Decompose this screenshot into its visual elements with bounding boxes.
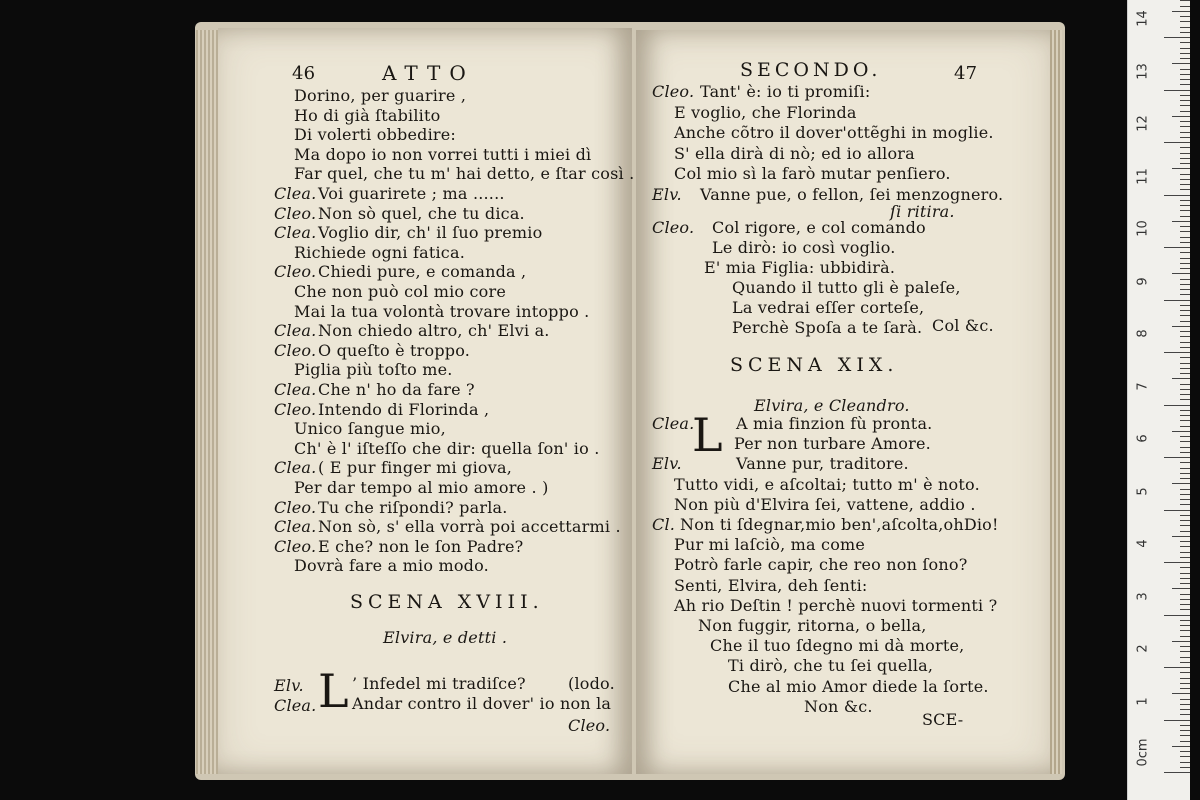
- stage-direction: ſi ritira.: [890, 202, 955, 221]
- ruler-tick: [1180, 620, 1190, 621]
- ruler-tick: [1172, 168, 1190, 169]
- ruler-tick: [1180, 27, 1190, 28]
- ruler-tick: [1180, 436, 1190, 437]
- ruler-tick: [1180, 357, 1190, 358]
- verse-line: Ch' è l' iſteſſo che dir: quella ſon' io .: [294, 438, 600, 458]
- ruler-tick: [1164, 300, 1190, 301]
- speaker: Cl.: [652, 515, 676, 534]
- verse-line: Perchè Spoſa a te ſarà.: [732, 318, 923, 337]
- ruler-number: 0cm: [1135, 738, 1151, 767]
- drop-cap: L: [318, 664, 349, 718]
- verse-line: Intendo di Florinda ,: [318, 399, 490, 419]
- ruler-tick: [1172, 746, 1190, 747]
- ruler-tick: [1180, 126, 1190, 127]
- ruler-tick: [1180, 441, 1190, 442]
- ruler-tick: [1180, 179, 1190, 180]
- speaker: Cleo.: [274, 399, 317, 419]
- verse-line: Quando il tutto gli è paleſe,: [732, 278, 961, 297]
- ruler-tick: [1172, 63, 1190, 64]
- ruler-tick: [1164, 37, 1190, 38]
- ruler-tick: [1180, 515, 1190, 516]
- ruler-tick: [1180, 189, 1190, 190]
- ruler-tick: [1180, 462, 1190, 463]
- ruler-tick: [1180, 321, 1190, 322]
- catchword: Cleo.: [568, 716, 611, 735]
- ruler-tick: [1180, 699, 1190, 700]
- ruler-tick: [1180, 158, 1190, 159]
- speaker: Clea.: [652, 414, 695, 433]
- verse-line: Tutto vidi, e aſcoltai; tutto m' è noto.: [674, 474, 980, 494]
- verse-line: Non chiedo altro, ch' Elvi a.: [318, 321, 550, 341]
- ruler-tick: [1180, 741, 1190, 742]
- page-number: 47: [954, 63, 978, 84]
- ruler-tick: [1180, 163, 1190, 164]
- verse-line: Ti dirò, che tu ſei quella,: [728, 656, 934, 676]
- ruler-number: 9: [1135, 276, 1151, 286]
- verse-line: Mai la tua volontà trovare intoppo .: [294, 301, 590, 321]
- verse-line: Ma dopo io non vorrei tutti i miei dì: [294, 144, 592, 164]
- ruler-tick: [1172, 588, 1190, 589]
- ruler-tick: [1180, 111, 1190, 112]
- ruler-tick: [1180, 200, 1190, 201]
- ruler-tick: [1180, 48, 1190, 49]
- ruler-tick: [1180, 268, 1190, 269]
- ruler-tick: [1180, 336, 1190, 337]
- verse-line: O queſto è troppo.: [318, 340, 471, 360]
- ruler-tick: [1180, 32, 1190, 33]
- verse-line: Dorino, per guarire ,: [294, 86, 467, 105]
- ruler-tick: [1180, 174, 1190, 175]
- ruler-tick: [1172, 536, 1190, 537]
- ruler-tick: [1164, 90, 1190, 91]
- verse-line: Vanne pue, o fellon, ſei menzognero.: [700, 184, 1004, 204]
- ruler-tick: [1180, 478, 1190, 479]
- ruler-tick: [1180, 373, 1190, 374]
- verse-line: Piglia più toſto me.: [294, 360, 453, 380]
- ruler-tick: [1180, 709, 1190, 710]
- ruler-tick: [1180, 205, 1190, 206]
- ruler-tick: [1180, 347, 1190, 348]
- speaker: Elv.: [652, 454, 682, 474]
- verse-line: Richiede ogni fatica.: [294, 242, 465, 262]
- ruler-tick: [1180, 452, 1190, 453]
- ruler-tick: [1180, 767, 1190, 768]
- ruler-tick: [1180, 21, 1190, 22]
- ruler-tick: [1180, 0, 1190, 1]
- ruler-tick: [1180, 557, 1190, 558]
- scene-persons: Elvira, e detti .: [383, 628, 508, 647]
- measuring-ruler: [1127, 0, 1190, 800]
- ruler-tick: [1180, 74, 1190, 75]
- speaker: Clea.: [274, 223, 317, 243]
- speaker: Clea.: [274, 458, 317, 478]
- speaker: Elv.: [274, 676, 304, 695]
- verse-line: E che? non le ſon Padre?: [318, 536, 524, 556]
- ruler-tick: [1180, 762, 1190, 763]
- ruler-tick: [1172, 221, 1190, 222]
- ruler-tick: [1180, 630, 1190, 631]
- ruler-tick: [1180, 688, 1190, 689]
- verse-line: La vedrai eſſer corteſe,: [732, 298, 925, 317]
- speaker: Clea.: [274, 321, 317, 341]
- ruler-tick: [1180, 546, 1190, 547]
- ruler-tick: [1180, 594, 1190, 595]
- ruler-tick: [1180, 132, 1190, 133]
- ruler-tick: [1180, 520, 1190, 521]
- ruler-tick: [1180, 226, 1190, 227]
- ruler-tick: [1180, 636, 1190, 637]
- ruler-tick: [1180, 153, 1190, 154]
- speaker: Clea.: [274, 184, 317, 203]
- ruler-tick: [1164, 457, 1190, 458]
- ruler-tick: [1180, 531, 1190, 532]
- verse-line: Non ti ſdegnar,mio ben',aſcolta,ohDio!: [680, 515, 999, 534]
- ruler-tick: [1180, 678, 1190, 679]
- ruler-tick: [1180, 315, 1190, 316]
- ruler-tick: [1164, 667, 1190, 668]
- drop-cap: L: [692, 408, 723, 462]
- speaker: Clea.: [274, 696, 317, 715]
- verse-line: Chiedi pure, e comanda ,: [318, 262, 527, 282]
- ruler-number: 6: [1135, 434, 1151, 443]
- verse-line: Non &c.: [804, 696, 873, 716]
- ruler-tick: [1164, 405, 1190, 406]
- ruler-tick: [1180, 284, 1190, 285]
- verse-line: Unico ſangue mio,: [294, 419, 446, 439]
- ruler-tick: [1180, 331, 1190, 332]
- verse-line: Col rigore, e col comando: [712, 218, 926, 237]
- ruler-tick: [1180, 305, 1190, 306]
- ruler-tick: [1180, 651, 1190, 652]
- ruler-tick: [1180, 604, 1190, 605]
- ruler-tick: [1172, 11, 1190, 12]
- ruler-tick: [1164, 195, 1190, 196]
- ruler-number: 8: [1135, 329, 1151, 338]
- right-page: [636, 30, 1050, 774]
- ruler-tick: [1180, 342, 1190, 343]
- ruler-tick: [1180, 105, 1190, 106]
- ruler-tick: [1172, 378, 1190, 379]
- ruler-tick: [1180, 258, 1190, 259]
- ruler-tick: [1180, 210, 1190, 211]
- ruler-number: 11: [1135, 167, 1151, 185]
- ruler-tick: [1172, 326, 1190, 327]
- catchword: SCE-: [922, 710, 964, 729]
- ruler-tick: [1180, 6, 1190, 7]
- ruler-tick: [1180, 504, 1190, 505]
- verse-line: Non sò quel, che tu dica.: [318, 203, 525, 223]
- ruler-tick: [1164, 247, 1190, 248]
- verse-line: Potrò farle capir, che reo non ſono?: [674, 555, 968, 575]
- ruler-tick: [1180, 683, 1190, 684]
- verse-line: Voglio dir, ch' il ſuo premio: [318, 223, 543, 243]
- ruler-tick: [1180, 289, 1190, 290]
- page-edges-left: [196, 30, 220, 774]
- verse-line: Che al mio Amor diede la ſorte.: [728, 676, 989, 696]
- col-reference: Col &c.: [932, 316, 994, 335]
- verse-line: Tant' è: io ti promiſi:: [700, 82, 871, 101]
- ruler-tick: [1180, 279, 1190, 280]
- running-header: ATTO: [382, 61, 475, 85]
- ruler-tick: [1164, 352, 1190, 353]
- speaker: Cleo.: [652, 82, 695, 101]
- speaker: Clea.: [274, 517, 317, 537]
- verse-line: Le dirò: io così voglio.: [712, 238, 896, 257]
- verse-line: Voi guarirete ; ma ......: [318, 184, 505, 203]
- ruler-tick: [1180, 499, 1190, 500]
- verse-line: E voglio, che Florinda: [674, 102, 857, 122]
- ruler-tick: [1172, 116, 1190, 117]
- ruler-tick: [1180, 294, 1190, 295]
- ruler-tick: [1180, 552, 1190, 553]
- verse-line-tail: (lodo.: [568, 674, 615, 693]
- ruler-tick: [1180, 363, 1190, 364]
- ruler-number: 1: [1135, 696, 1151, 706]
- ruler-tick: [1180, 216, 1190, 217]
- verse-line: Col mio sì la farò mutar penſiero.: [674, 164, 951, 183]
- ruler-tick: [1180, 494, 1190, 495]
- ruler-tick: [1164, 562, 1190, 563]
- ruler-tick: [1180, 79, 1190, 80]
- verse-line: Vanne pur, traditore.: [736, 454, 909, 474]
- ruler-tick: [1180, 310, 1190, 311]
- ruler-tick: [1180, 58, 1190, 59]
- ruler-number: 2: [1135, 644, 1151, 653]
- ruler-tick: [1180, 714, 1190, 715]
- ruler-tick: [1180, 489, 1190, 490]
- ruler-tick: [1180, 725, 1190, 726]
- ruler-tick: [1180, 704, 1190, 705]
- ruler-tick: [1180, 263, 1190, 264]
- ruler-tick: [1180, 147, 1190, 148]
- ruler-tick: [1172, 273, 1190, 274]
- ruler-tick: [1172, 693, 1190, 694]
- ruler-tick: [1180, 468, 1190, 469]
- verse-line: Dovrà fare a mio modo.: [294, 556, 489, 576]
- ruler-tick: [1180, 184, 1190, 185]
- verse-line: Non sò, s' ella vorrà poi accettarmi .: [318, 517, 621, 537]
- ruler-tick: [1180, 389, 1190, 390]
- ruler-tick: [1180, 399, 1190, 400]
- verse-line: S' ella dirà di nò; ed io allora: [674, 143, 915, 163]
- ruler-tick: [1172, 483, 1190, 484]
- ruler-tick: [1164, 720, 1190, 721]
- ruler-tick: [1164, 615, 1190, 616]
- ruler-number: 13: [1135, 62, 1151, 80]
- ruler-tick: [1180, 473, 1190, 474]
- running-header: SECONDO.: [740, 59, 882, 81]
- scene-persons: Elvira, e Cleandro.: [754, 396, 910, 415]
- ruler-tick: [1180, 42, 1190, 43]
- verse-line: Per non turbare Amore.: [734, 434, 931, 454]
- ruler-tick: [1180, 137, 1190, 138]
- ruler-tick: [1180, 100, 1190, 101]
- ruler-tick: [1180, 447, 1190, 448]
- ruler-tick: [1180, 84, 1190, 85]
- speaker: Cleo.: [274, 203, 317, 223]
- ruler-tick: [1180, 578, 1190, 579]
- ruler-tick: [1164, 142, 1190, 143]
- ruler-number: 10: [1135, 220, 1151, 237]
- ruler-number: 3: [1135, 591, 1151, 601]
- verse-line: ( E pur finger mi giova,: [318, 458, 512, 478]
- ruler-tick: [1180, 567, 1190, 568]
- ruler-tick: [1180, 541, 1190, 542]
- scene-heading: SCENA XVIII.: [350, 591, 544, 613]
- page-number: 46: [292, 63, 316, 84]
- verse-line: Anche cõtro il dover'ottẽghi in moglie.: [674, 123, 994, 142]
- ruler-tick: [1180, 525, 1190, 526]
- ruler-tick: [1180, 16, 1190, 17]
- ruler-tick: [1180, 646, 1190, 647]
- verse-line: Ah rio Deſtin ! perchè nuovi tormenti ?: [674, 595, 998, 615]
- verse-line: Che il tuo ſdegno mi dà morte,: [710, 636, 965, 656]
- speaker: Clea.: [274, 380, 317, 399]
- ruler-tick: [1180, 657, 1190, 658]
- page-edges-right: [1048, 30, 1062, 774]
- speaker: Cleo.: [274, 497, 317, 517]
- ruler-tick: [1180, 672, 1190, 673]
- speaker: Cleo.: [274, 262, 317, 282]
- ruler-number: 4: [1135, 539, 1151, 548]
- verse-line: Non fuggir, ritorna, o bella,: [698, 616, 927, 635]
- ruler-tick: [1180, 609, 1190, 610]
- speaker: Cleo.: [274, 340, 317, 360]
- ruler-tick: [1172, 641, 1190, 642]
- ruler-tick: [1180, 735, 1190, 736]
- verse-line: E' mia Figlia: ubbidirà.: [704, 258, 896, 277]
- ruler-tick: [1180, 252, 1190, 253]
- ruler-number: 5: [1135, 486, 1151, 496]
- ruler-tick: [1180, 662, 1190, 663]
- verse-line: A mia finzion fù pronta.: [736, 414, 933, 433]
- verse-line: Pur mi laſciò, ma come: [674, 535, 866, 555]
- ruler-tick: [1180, 625, 1190, 626]
- ruler-tick: [1180, 751, 1190, 752]
- ruler-tick: [1180, 242, 1190, 243]
- speaker: Elv.: [652, 184, 682, 204]
- verse-line: ’ Infedel mi tradiſce?: [352, 674, 526, 693]
- ruler-tick: [1180, 121, 1190, 122]
- ruler-tick: [1180, 410, 1190, 411]
- ruler-tick: [1180, 95, 1190, 96]
- ruler-tick: [1180, 583, 1190, 584]
- ruler-tick: [1180, 69, 1190, 70]
- ruler-tick: [1180, 53, 1190, 54]
- ruler-tick: [1180, 426, 1190, 427]
- ruler-tick: [1164, 772, 1190, 773]
- speaker: Cleo.: [652, 218, 695, 237]
- left-page: [218, 28, 635, 774]
- ruler-tick: [1180, 368, 1190, 369]
- ruler-tick: [1172, 431, 1190, 432]
- verse-line: Far quel, che tu m' hai detto, e ſtar così .: [294, 164, 635, 184]
- verse-line: Non più d'Elvira ſei, vattene, addio .: [674, 494, 976, 514]
- verse-line: Tu che riſpondi? parla.: [318, 497, 508, 517]
- ruler-tick: [1180, 599, 1190, 600]
- verse-line: Ho di già ſtabilito: [294, 105, 441, 125]
- ruler-tick: [1180, 394, 1190, 395]
- ruler-tick: [1180, 415, 1190, 416]
- verse-line: Andar contro il dover' io non la: [352, 694, 612, 713]
- verse-line: Per dar tempo al mio amore . ): [294, 478, 549, 497]
- verse-line: Senti, Elvira, deh ſenti:: [674, 575, 868, 595]
- verse-line: Che n' ho da fare ?: [318, 380, 475, 399]
- ruler-tick: [1180, 756, 1190, 757]
- ruler-number: 14: [1135, 10, 1151, 27]
- speaker: Cleo.: [274, 536, 317, 556]
- ruler-tick: [1180, 420, 1190, 421]
- verse-line: Di volerti obbedire:: [294, 125, 457, 145]
- ruler-number: 7: [1135, 381, 1151, 391]
- ruler-tick: [1180, 573, 1190, 574]
- verse-line: Che non può col mio core: [294, 282, 507, 301]
- ruler-tick: [1180, 730, 1190, 731]
- ruler-tick: [1180, 237, 1190, 238]
- ruler-tick: [1180, 231, 1190, 232]
- scene-heading: SCENA XIX.: [730, 354, 899, 376]
- ruler-tick: [1164, 510, 1190, 511]
- ruler-tick: [1180, 384, 1190, 385]
- ruler-number: 12: [1135, 115, 1151, 132]
